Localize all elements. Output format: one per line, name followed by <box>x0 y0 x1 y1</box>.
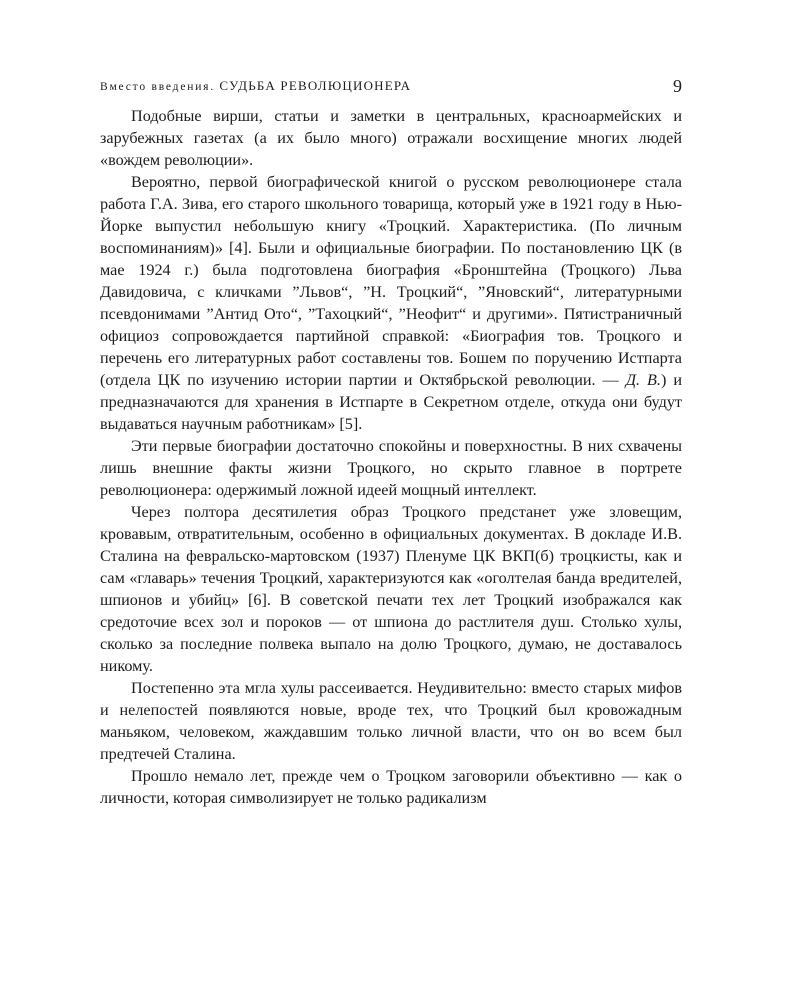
section-title <box>100 78 411 94</box>
paragraph-text: Вероятно, первой биографической книгой о русском революционере стала работа Г.А. Зива, его старого школьного товарища, который уже в 1921 году в Нью-Йорке выпустил небольшую книгу «Троцкий. Характеристика. (По личным воспоминаниям)» [4]. Были и официальные биографии. По постановлению ЦК (в мае 1924 г.) была подготовлена биография «Бронштейна (Троцкого) Льва Давидовича, с кличками ”Львов“, ”Н. Троцкий“, ”Яновский“, литературными псевдонимами ”Антид Ото“, ”Тахоцкий“, ”Неофит“ и другими». Пятистраничный официоз сопровождается партийной справкой: «Биография тов. Троцкого и перечень его литературных работ составлены тов. Бошем по поручению Истпарта (отдела ЦК по изучению истории партии и Октябрьской революции. — <box>100 173 682 389</box>
author-initials: Д. В. <box>625 371 661 389</box>
page-number: 9 <box>673 76 682 96</box>
paragraph-text: ) и предназначаются для хранения в Истпарте в Секретном отделе, откуда они будут выдаваться научным работникам» [5]. <box>100 371 682 433</box>
paragraph: Эти первые биографии достаточно спокойны и поверхностны. В них схвачены лишь внешние факты жизни Троцкого, но скрыто главное в портрете революционера: одержимый ложной идеей мощный интеллект. <box>100 437 682 499</box>
paragraph: Прошло немало лет, прежде чем о Троцком заговорили объективно — как о личности, которая символизирует не только радикализм <box>100 767 682 807</box>
body-text <box>100 105 682 809</box>
paragraph: Постепенно эта мгла хулы рассеивается. Неудивительно: вместо старых мифов и нелепостей появляются новые, вроде тех, что Троцкий был кровожадным маньяком, человеком, жаждавшим только личной власти, что он во всем был предтечей Сталина. <box>100 679 682 763</box>
paragraph: Через полтора десятилетия образ Троцкого предстанет уже зловещим, кровавым, отвратительным, особенно в официальных документах. В докладе И.В. Сталина на февральско-мартовском (1937) Пленуме ЦК ВКП(б) троцкисты, как и сам «главарь» течения Троцкий, характеризуются как «оголтелая банда вредителей, шпионов и убийц» [6]. В советской печати тех лет Троцкий изображался как средоточие всех зол и пороков — от шпиона до растлителя душ. Столько хулы, сколько за последние полвека выпало на долю Троцкого, думаю, не доставалось никому. <box>100 503 682 675</box>
running-head <box>100 76 682 98</box>
paragraph: Подобные вирши, статьи и заметки в центральных, красноармейских и зарубежных газетах (а их было много) отражали восхищение многих людей «вождем революции». <box>100 107 682 169</box>
paragraph <box>100 171 682 435</box>
section-prefix: Вместо введения. <box>100 81 215 93</box>
section-name: СУДЬБА РЕВОЛЮЦИОНЕРА <box>219 78 412 93</box>
